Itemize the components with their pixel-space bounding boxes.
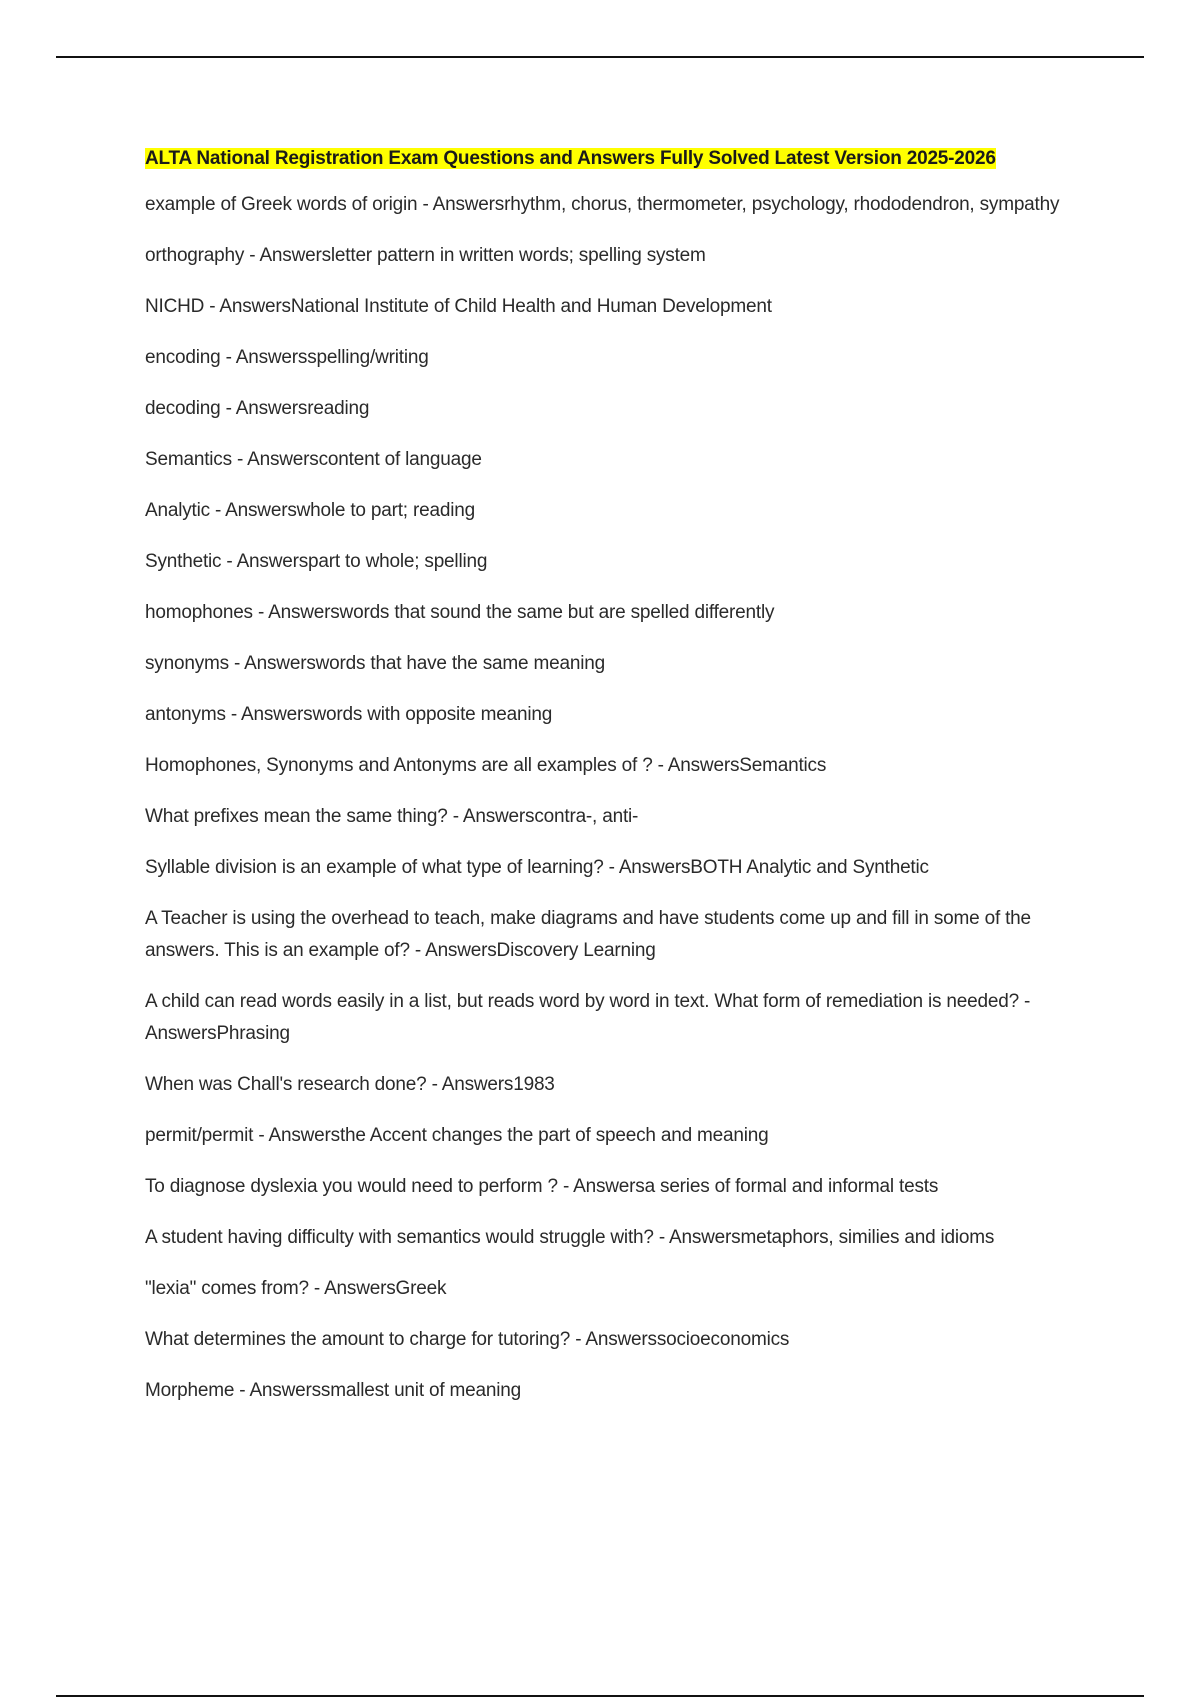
qa-item: Analytic - Answerswhole to part; reading [145, 500, 475, 521]
document-body [145, 145, 1095, 1426]
qa-item: Semantics - Answerscontent of language [145, 449, 482, 470]
qa-item: "lexia" comes from? - AnswersGreek [145, 1278, 447, 1299]
qa-item: To diagnose dyslexia you would need to perform ? - Answersa series of formal and informal tests [145, 1176, 939, 1197]
qa-item: example of Greek words of origin - Answersrhythm, chorus, thermometer, psychology, rhododendron, sympathy [145, 194, 1060, 215]
qa-item: NICHD - AnswersNational Institute of Child Health and Human Development [145, 296, 772, 317]
qa-item: encoding - Answersspelling/writing [145, 347, 429, 368]
qa-item: homophones - Answerswords that sound the same but are spelled differently [145, 602, 775, 623]
qa-item: A student having difficulty with semantics would struggle with? - Answersmetaphors, similies and idioms [145, 1227, 995, 1248]
qa-item: A Teacher is using the overhead to teach, make diagrams and have students come up and fill in some of the answers. This is an example of? - AnswersDiscovery Learning [145, 908, 1031, 961]
qa-item: When was Chall's research done? - Answers1983 [145, 1074, 555, 1095]
qa-item: synonyms - Answerswords that have the same meaning [145, 653, 605, 674]
qa-item: Homophones, Synonyms and Antonyms are all examples of ? - AnswersSemantics [145, 755, 827, 776]
qa-item: Morpheme - Answerssmallest unit of meaning [145, 1380, 521, 1401]
qa-item: Syllable division is an example of what type of learning? - AnswersBOTH Analytic and Synthetic [145, 857, 929, 878]
qa-item: orthography - Answersletter pattern in written words; spelling system [145, 245, 706, 266]
title-block [145, 145, 1095, 172]
bottom-rule [56, 1695, 1144, 1697]
qa-item: What determines the amount to charge for tutoring? - Answerssocioeconomics [145, 1329, 790, 1350]
document-title: ALTA National Registration Exam Questions and Answers Fully Solved Latest Version 2025-2026 [145, 148, 996, 169]
qa-item: Synthetic - Answerspart to whole; spelling [145, 551, 488, 572]
qa-item: decoding - Answersreading [145, 398, 370, 419]
top-rule [56, 56, 1144, 58]
qa-item: permit/permit - Answersthe Accent changes the part of speech and meaning [145, 1125, 769, 1146]
qa-item: antonyms - Answerswords with opposite meaning [145, 704, 553, 725]
qa-item: What prefixes mean the same thing? - Answerscontra-, anti- [145, 806, 639, 827]
qa-item: A child can read words easily in a list, but reads word by word in text. What form of remediation is needed? - AnswersPhrasing [145, 991, 1031, 1044]
qa-list [145, 189, 1095, 1407]
